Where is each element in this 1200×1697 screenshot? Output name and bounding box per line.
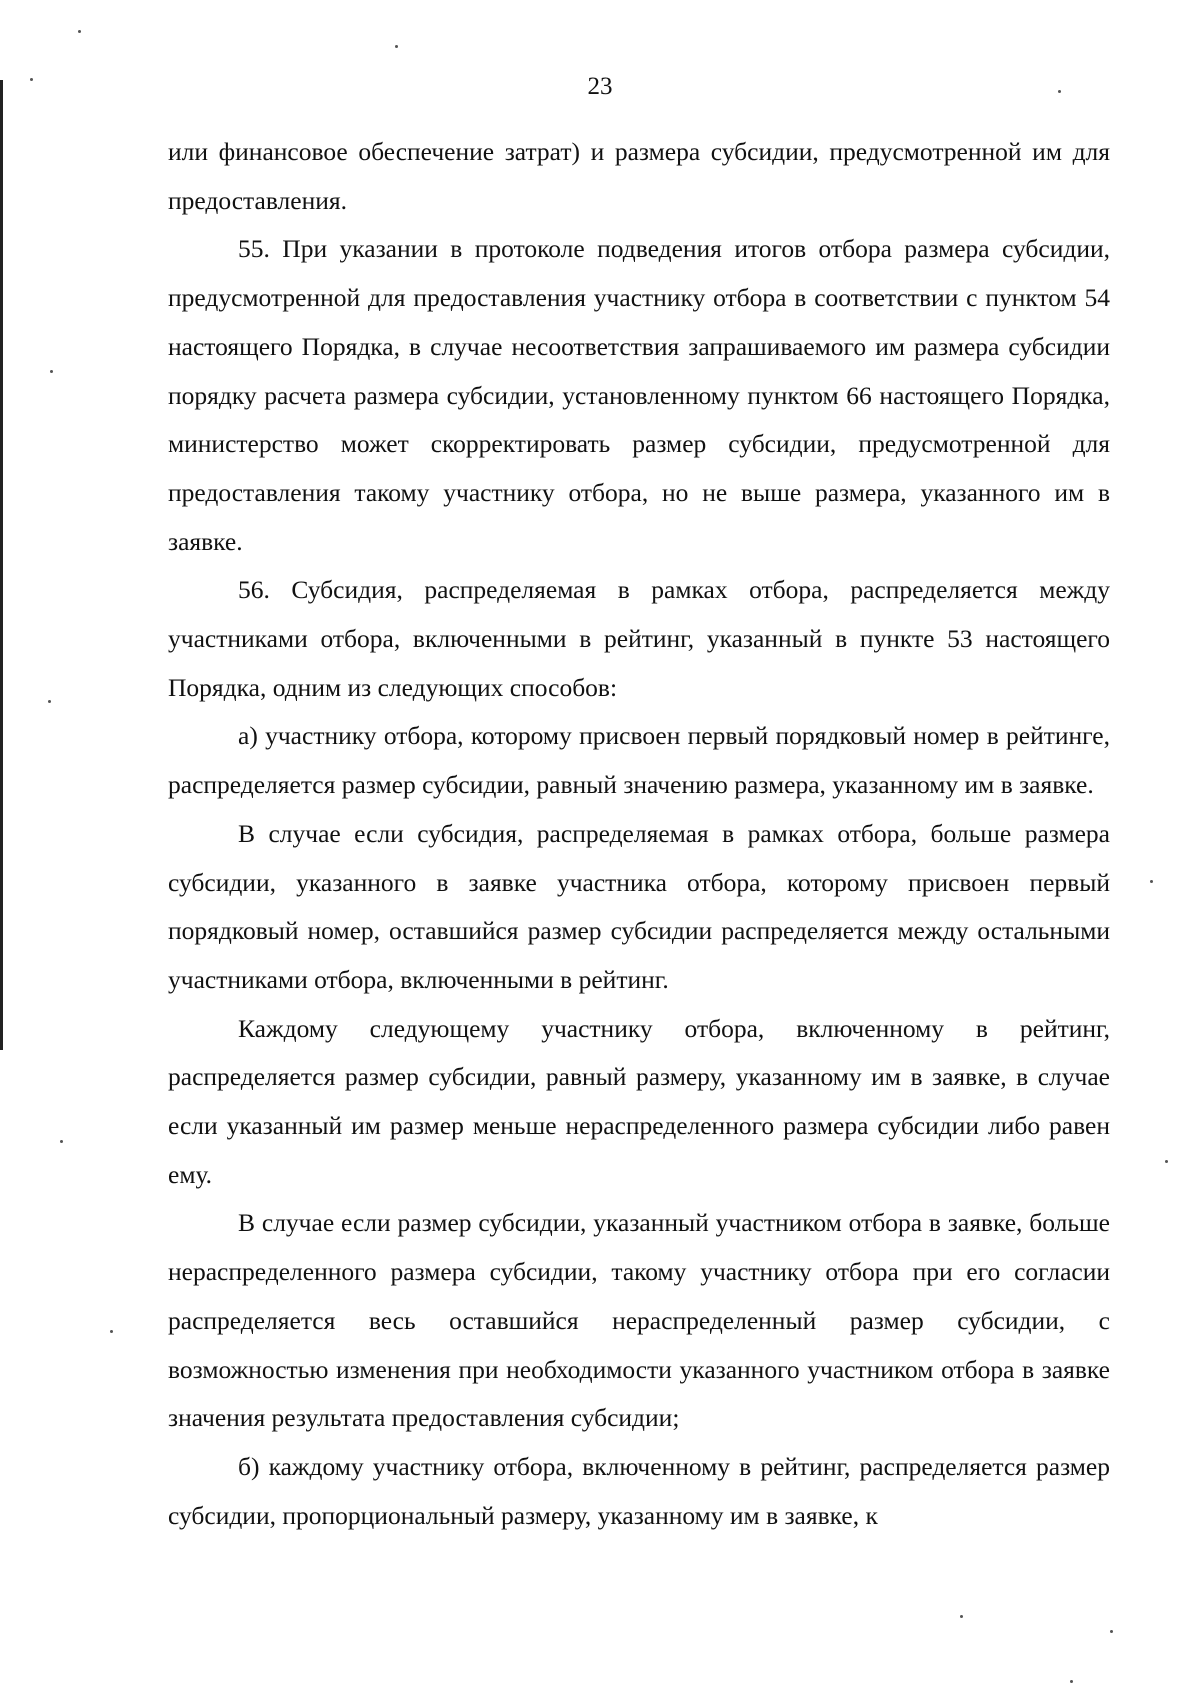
paragraph-larger-than-remaining: В случае если размер субсидии, указанный участником отбора в заявке, больше нераспределенного размера субсидии, такому участнику отбора при его согласии распределяется весь оставшийся нераспределенный размер субсидии, с возможностью изменения при необходимости указанного участником отбора в заявке значения результата предоставления субсидии; — [168, 1208, 1110, 1433]
document-body — [168, 128, 1110, 1540]
scan-speck — [50, 370, 53, 373]
paragraph-each-next-participant: Каждому следующему участнику отбора, включенному в рейтинг, распределяется размер субсидии, равный размеру, указанному им в заявке, в случае если указанный им размер меньше нераспределенного размера субсидии либо равен ему. — [168, 1013, 1110, 1189]
paragraph-subclause-b: б) каждому участнику отбора, включенному в рейтинг, распределяется размер субсидии, пропорциональный размеру, указанному им в заявке, к — [168, 1451, 1110, 1530]
scan-speck — [1070, 1680, 1073, 1683]
scan-speck — [1110, 1630, 1113, 1633]
scan-speck — [48, 700, 51, 703]
paragraph-clause-55: 55. При указании в протоколе подведения итогов отбора размера субсидии, предусмотренной для предоставления участнику отбора в соответствии с пунктом 54 настоящего Порядка, в случае несоответствия запрашиваемого им размера субсидии порядку расчета размера субсидии, установленному пунктом 66 настоящего Порядка, министерство может скорректировать размер субсидии, предусмотренной для предоставления такому участнику отбора, но не выше размера, указанного им в заявке. — [168, 234, 1110, 556]
paragraph-remaining-subsidy: В случае если субсидия, распределяемая в рамках отбора, больше размера субсидии, указанного в заявке участника отбора, которому присвоен первый порядковый номер, оставшийся размер субсидии распределяется между остальными участниками отбора, включенными в рейтинг. — [168, 818, 1110, 994]
paragraph-continuation: или финансовое обеспечение затрат) и размера субсидии, предусмотренной им для предоставления. — [168, 137, 1110, 215]
scan-speck — [30, 78, 33, 81]
scan-speck — [78, 30, 81, 33]
scan-speck — [60, 1140, 63, 1143]
scan-speck — [1058, 90, 1061, 93]
scan-speck — [110, 1330, 113, 1333]
scan-speck — [395, 45, 398, 48]
paragraph-clause-56: 56. Субсидия, распределяемая в рамках отбора, распределяется между участниками отбора, включенными в рейтинг, указанный в пункте 53 настоящего Порядка, одним из следующих способов: — [168, 575, 1110, 702]
scan-speck — [1150, 880, 1153, 883]
page-number: 23 — [587, 73, 613, 100]
paragraph-subclause-a: а) участнику отбора, которому присвоен первый порядковый номер в рейтинге, распределяется размер субсидии, равный значению размера, указанному им в заявке. — [168, 721, 1110, 800]
scan-edge-line — [0, 80, 3, 1050]
scan-speck — [1165, 1160, 1168, 1163]
scan-speck — [960, 1615, 963, 1618]
